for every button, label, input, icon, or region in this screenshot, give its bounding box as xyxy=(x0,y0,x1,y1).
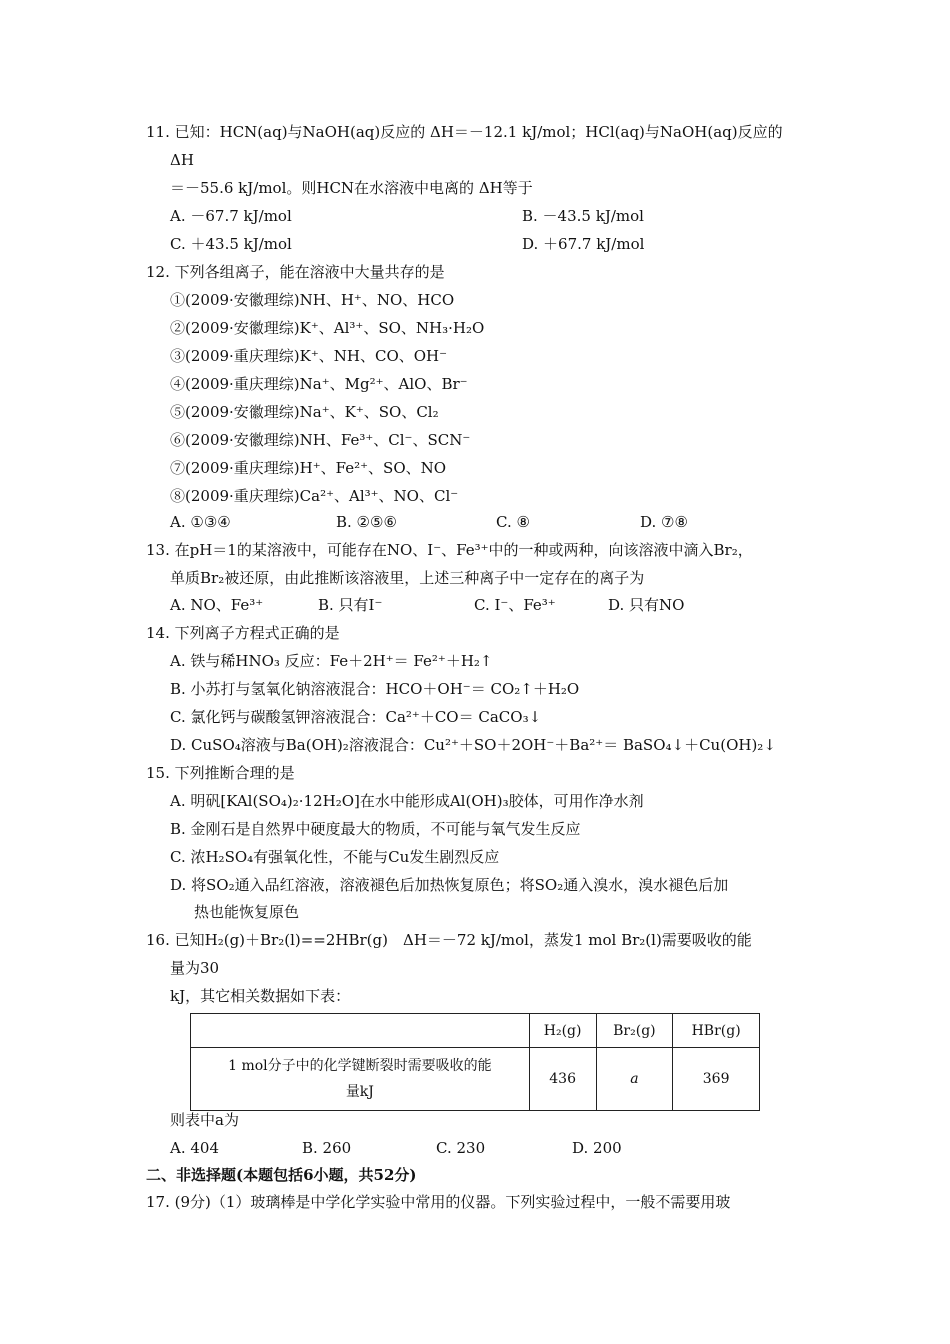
q13-option-d: D. 只有NO xyxy=(608,596,685,614)
q16-option-b: B. 260 xyxy=(302,1139,352,1157)
q16-option-d: D. 200 xyxy=(572,1139,622,1157)
q14-option-c: C. 氯化钙与碳酸氢钾溶液混合：Ca²⁺＋CO＝ CaCO₃↓ xyxy=(170,708,542,726)
q11-option-a: A. －67.7 kJ/mol xyxy=(170,207,292,225)
table-cell-h2: 436 xyxy=(529,1048,596,1111)
q12-option-c: C. ⑧ xyxy=(496,513,530,531)
q13-option-a: A. NO、Fe³⁺ xyxy=(170,596,264,614)
table-row-label-line1: 1 mol分子中的化学键断裂时需要吸收的能 xyxy=(228,1058,492,1074)
q15-option-d-line2: 热也能恢复原色 xyxy=(194,903,300,921)
table-header-empty xyxy=(191,1014,530,1048)
table-row-label-line2: 量kJ xyxy=(345,1084,374,1100)
q13-stem-line1: 13. 在pH＝1的某溶液中，可能存在NO、I⁻、Fe³⁺中的一种或两种，向该溶液中滴入Br₂， xyxy=(146,541,753,559)
q15-option-c: C. 浓H₂SO₄有强氧化性，不能与Cu发生剧烈反应 xyxy=(170,848,500,866)
q12-item-6: ⑥(2009·安徽理综)NH、Fe³⁺、Cl⁻、SCN⁻ xyxy=(170,431,471,449)
q15-stem: 15. 下列推断合理的是 xyxy=(146,764,295,782)
table-row xyxy=(191,1048,760,1111)
q14-option-d: D. CuSO₄溶液与Ba(OH)₂溶液混合：Cu²⁺＋SO＋2OH⁻＋Ba²⁺＝ BaSO₄↓＋Cu(OH)₂↓ xyxy=(170,736,776,754)
q11-option-c: C. ＋43.5 kJ/mol xyxy=(170,235,292,253)
q11-option-b: B. －43.5 kJ/mol xyxy=(522,207,644,225)
q17-stem-line1: 17. (9分)（1）玻璃棒是中学化学实验中常用的仪器。下列实验过程中，一般不需要用玻 xyxy=(146,1193,731,1211)
q12-item-5: ⑤(2009·安徽理综)Na⁺、K⁺、SO、Cl₂ xyxy=(170,403,439,421)
bond-energy-table xyxy=(190,1013,760,1111)
q11-stem-line1: 11. 已知：HCN(aq)与NaOH(aq)反应的 ΔH＝－12.1 kJ/mol；HCl(aq)与NaOH(aq)反应的 xyxy=(146,123,783,141)
table-header-row xyxy=(191,1014,760,1048)
q15-option-a: A. 明矾[KAl(SO₄)₂·12H₂O]在水中能形成Al(OH)₃胶体，可用作净水剂 xyxy=(170,792,644,810)
q12-stem: 12. 下列各组离子，能在溶液中大量共存的是 xyxy=(146,263,445,281)
q16-after-table: 则表中a为 xyxy=(170,1111,239,1129)
q12-item-8: ⑧(2009·重庆理综)Ca²⁺、Al³⁺、NO、Cl⁻ xyxy=(170,487,459,505)
q11-option-d: D. ＋67.7 kJ/mol xyxy=(522,235,645,253)
q12-option-a: A. ①③④ xyxy=(170,513,231,531)
q12-item-3: ③(2009·重庆理综)K⁺、NH、CO、OH⁻ xyxy=(170,347,448,365)
q14-option-b: B. 小苏打与氢氧化钠溶液混合：HCO＋OH⁻＝ CO₂↑＋H₂O xyxy=(170,680,580,698)
q13-option-b: B. 只有I⁻ xyxy=(318,596,383,614)
q12-item-1: ①(2009·安徽理综)NH、H⁺、NO、HCO xyxy=(170,291,455,309)
q12-option-b: B. ②⑤⑥ xyxy=(336,513,397,531)
q16-stem-line3: kJ，其它相关数据如下表： xyxy=(170,987,351,1005)
table-header-h2: H₂(g) xyxy=(529,1014,596,1048)
q12-option-d: D. ⑦⑧ xyxy=(640,513,688,531)
table-cell-hbr: 369 xyxy=(673,1048,760,1111)
q11-stem-line2: ΔH xyxy=(170,151,194,169)
q12-item-2: ②(2009·安徽理综)K⁺、Al³⁺、SO、NH₃·H₂O xyxy=(170,319,485,337)
q14-option-a: A. 铁与稀HNO₃ 反应：Fe＋2H⁺＝ Fe²⁺＋H₂↑ xyxy=(170,652,493,670)
q16-option-a: A. 404 xyxy=(170,1139,219,1157)
q13-stem-line2: 单质Br₂被还原，由此推断该溶液里，上述三种离子中一定存在的离子为 xyxy=(170,569,645,587)
q16-stem-line2: 量为30 xyxy=(170,959,220,977)
q11-stem-line3: ＝－55.6 kJ/mol。则HCN在水溶液中电离的 ΔH等于 xyxy=(170,179,533,197)
section-2-heading: 二、非选择题(本题包括6小题，共52分) xyxy=(146,1166,417,1184)
q14-stem: 14. 下列离子方程式正确的是 xyxy=(146,624,340,642)
q15-option-d-line1: D. 将SO₂通入品红溶液，溶液褪色后加热恢复原色；将SO₂通入溴水，溴水褪色后加 xyxy=(170,876,729,894)
q16-stem-line1: 16. 已知H₂(g)＋Br₂(l)==2HBr(g) ΔH＝－72 kJ/mol，蒸发1 mol Br₂(l)需要吸收的能 xyxy=(146,931,752,949)
table-header-hbr: HBr(g) xyxy=(673,1014,760,1048)
q13-option-c: C. I⁻、Fe³⁺ xyxy=(474,596,556,614)
table-cell-br2: a xyxy=(596,1048,673,1111)
q16-option-c: C. 230 xyxy=(436,1139,486,1157)
q12-item-4: ④(2009·重庆理综)Na⁺、Mg²⁺、AlO、Br⁻ xyxy=(170,375,468,393)
q15-option-b: B. 金刚石是自然界中硬度最大的物质，不可能与氧气发生反应 xyxy=(170,820,581,838)
q12-item-7: ⑦(2009·重庆理综)H⁺、Fe²⁺、SO、NO xyxy=(170,459,447,477)
table-header-br2: Br₂(g) xyxy=(596,1014,673,1048)
table-row-label xyxy=(191,1048,530,1111)
